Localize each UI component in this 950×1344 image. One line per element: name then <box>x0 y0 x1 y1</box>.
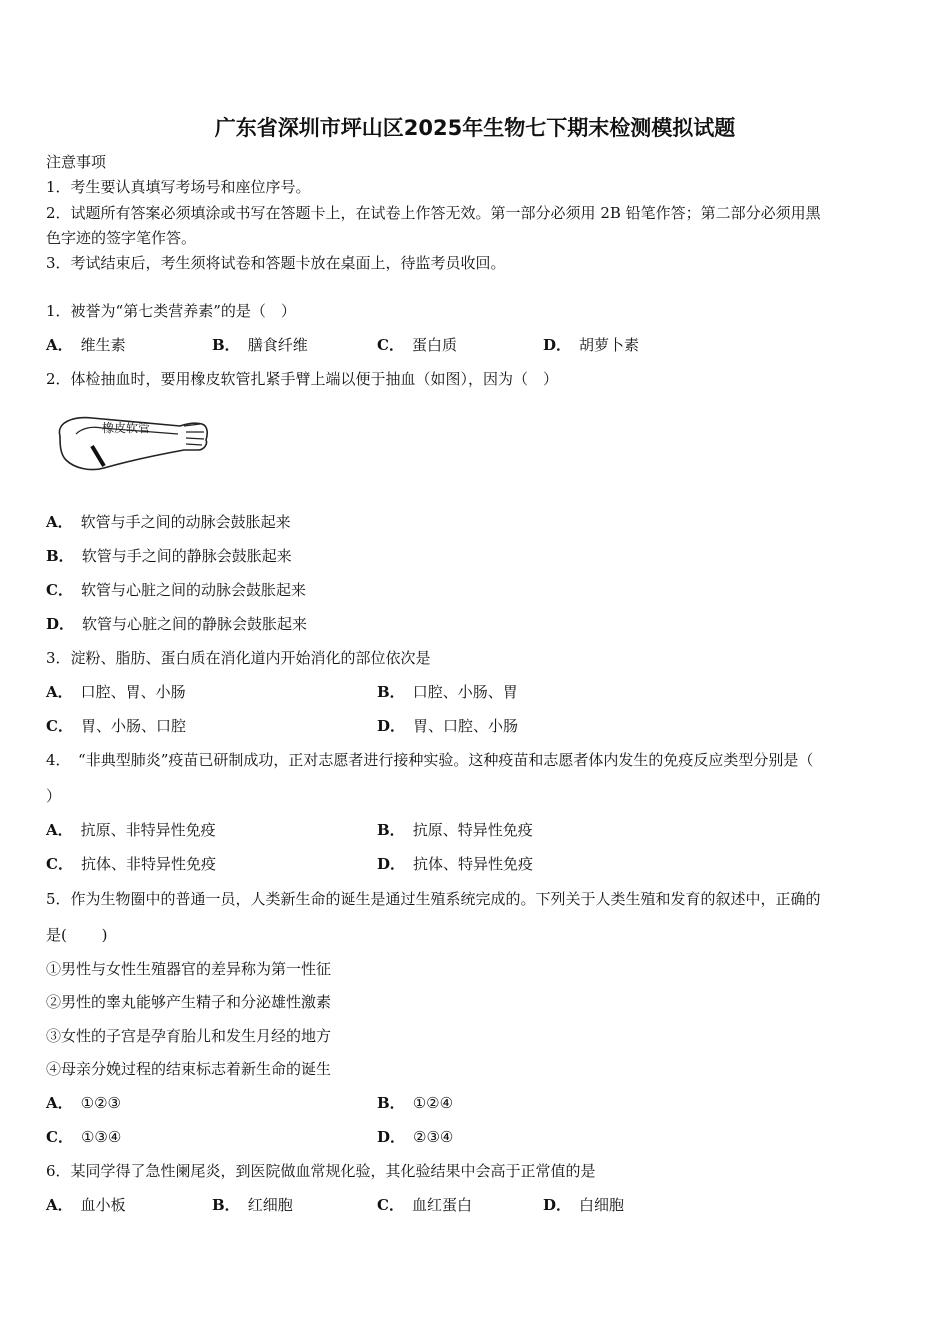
option-text: 胃、小肠、口腔 <box>80 717 186 735</box>
option-label: D． <box>543 1196 572 1214</box>
figure-label: 橡皮软管 <box>102 421 151 435</box>
option-label: A． <box>46 683 73 701</box>
option-text: 血小板 <box>80 1196 126 1214</box>
option-text: 红细胞 <box>247 1196 293 1214</box>
option-text: 血红蛋白 <box>411 1196 472 1214</box>
q4-option-c <box>46 854 216 874</box>
option-label: D． <box>543 336 572 354</box>
question-1-stem: 1．被誉为“第七类营养素”的是（ ） <box>46 302 296 320</box>
option-text: 软管与心脏之间的动脉会鼓胀起来 <box>80 581 306 599</box>
q5-option-d <box>377 1127 453 1147</box>
question-2-stem: 2．体检抽血时，要用橡皮软管扎紧手臂上端以便于抽血（如图），因为（ ） <box>46 370 559 388</box>
option-text: 蛋白质 <box>411 336 457 354</box>
option-text: 抗体、特异性免疫 <box>413 855 534 873</box>
option-label: A． <box>46 513 73 531</box>
option-text: 抗原、非特异性免疫 <box>80 821 216 839</box>
q2-option-c <box>46 580 306 600</box>
notice-item: 2．试题所有答案必须填涂或书写在答题卡上，在试卷上作答无效。第一部分必须用 2B 铅笔作答；第二部分必须用黑 <box>46 204 821 222</box>
option-label: D． <box>377 717 406 735</box>
option-label: B． <box>46 547 74 565</box>
q1-option-a <box>46 335 126 355</box>
q2-option-b <box>46 546 292 566</box>
option-label: B． <box>377 821 405 839</box>
q4-option-d <box>377 854 533 874</box>
question-5-stem: 5．作为生物圈中的普通一员，人类新生命的诞生是通过生殖系统完成的。下列关于人类生殖和发育的叙述中，正确的 <box>46 890 821 908</box>
option-text: 胡萝卜素 <box>579 336 640 354</box>
q2-option-a <box>46 512 291 532</box>
q6-option-c <box>377 1195 472 1215</box>
option-text: 胃、口腔、小肠 <box>413 717 519 735</box>
option-label: A． <box>46 1094 73 1112</box>
q6-option-d <box>543 1195 624 1215</box>
notice-item: 色字迹的签字笔作答。 <box>46 229 197 247</box>
option-text: 口腔、胃、小肠 <box>80 683 186 701</box>
option-text: 软管与手之间的静脉会鼓胀起来 <box>81 547 292 565</box>
option-text: ①③④ <box>80 1128 122 1146</box>
option-label: C． <box>46 717 73 735</box>
question-6-stem: 6．某同学得了急性阑尾炎，到医院做血常规化验，其化验结果中会高于正常值的是 <box>46 1162 596 1180</box>
q1-option-c <box>377 335 457 355</box>
q4-option-a <box>46 820 216 840</box>
q5-option-a <box>46 1093 121 1113</box>
q5-option-b <box>377 1093 453 1113</box>
q3-option-a <box>46 682 186 702</box>
option-label: A． <box>46 821 73 839</box>
q1-option-b <box>212 335 308 355</box>
q5-statement: ①男性与女性生殖器官的差异称为第一性征 <box>46 960 332 978</box>
option-label: C． <box>377 336 404 354</box>
q6-option-b <box>212 1195 293 1215</box>
option-label: C． <box>46 1128 73 1146</box>
option-text: 维生素 <box>80 336 126 354</box>
option-label: D． <box>46 615 75 633</box>
tourniquet-band <box>92 446 104 466</box>
question-4-stem: 4． “非典型肺炎”疫苗已研制成功，正对志愿者进行接种实验。这种疫苗和志愿者体内发生的免疫反应类型分别是（ <box>46 751 814 769</box>
option-label: B． <box>377 1094 405 1112</box>
option-label: A． <box>46 1196 73 1214</box>
option-label: B． <box>377 683 405 701</box>
question-4-stem-end: ） <box>46 787 62 805</box>
notice-item: 1．考生要认真填写考场号和座位序号。 <box>46 178 311 196</box>
option-text: ①②④ <box>412 1094 454 1112</box>
page-title: 广东省深圳市坪山区2025年生物七下期末检测模拟试题 <box>214 116 736 140</box>
option-text: 口腔、小肠、胃 <box>412 683 518 701</box>
option-label: B． <box>212 1196 240 1214</box>
q5-statement: ③女性的子宫是孕育胎儿和发生月经的地方 <box>46 1027 332 1045</box>
option-label: B． <box>212 336 240 354</box>
option-label: C． <box>377 1196 404 1214</box>
arm-tourniquet-figure <box>52 410 212 472</box>
q5-option-c <box>46 1127 121 1147</box>
option-text: 膳食纤维 <box>247 336 308 354</box>
q5-statement: ②男性的睾丸能够产生精子和分泌雄性激素 <box>46 993 332 1011</box>
option-label: D． <box>377 1128 406 1146</box>
question-5-stem-end: 是( ) <box>46 926 108 944</box>
notice-heading: 注意事项 <box>46 153 107 171</box>
option-label: C． <box>46 581 73 599</box>
q6-option-a <box>46 1195 126 1215</box>
option-label: D． <box>377 855 406 873</box>
option-text: ②③④ <box>413 1128 454 1146</box>
question-3-stem: 3．淀粉、脂肪、蛋白质在消化道内开始消化的部位依次是 <box>46 649 431 667</box>
q5-statement: ④母亲分娩过程的结束标志着新生命的诞生 <box>46 1060 332 1078</box>
option-text: 抗原、特异性免疫 <box>412 821 533 839</box>
option-text: 软管与手之间的动脉会鼓胀起来 <box>80 513 291 531</box>
option-text: 软管与心脏之间的静脉会鼓胀起来 <box>82 615 308 633</box>
option-label: C． <box>46 855 73 873</box>
option-text: 白细胞 <box>579 1196 625 1214</box>
notice-item: 3．考试结束后，考生须将试卷和答题卡放在桌面上，待监考员收回。 <box>46 254 506 272</box>
q3-option-d <box>377 716 518 736</box>
q3-option-b <box>377 682 518 702</box>
q2-option-d <box>46 614 307 634</box>
q4-option-b <box>377 820 533 840</box>
q1-option-d <box>543 335 639 355</box>
option-text: ①②③ <box>80 1094 121 1112</box>
option-label: A． <box>46 336 73 354</box>
option-text: 抗体、非特异性免疫 <box>80 855 216 873</box>
fist-lines <box>184 424 204 445</box>
q3-option-c <box>46 716 186 736</box>
